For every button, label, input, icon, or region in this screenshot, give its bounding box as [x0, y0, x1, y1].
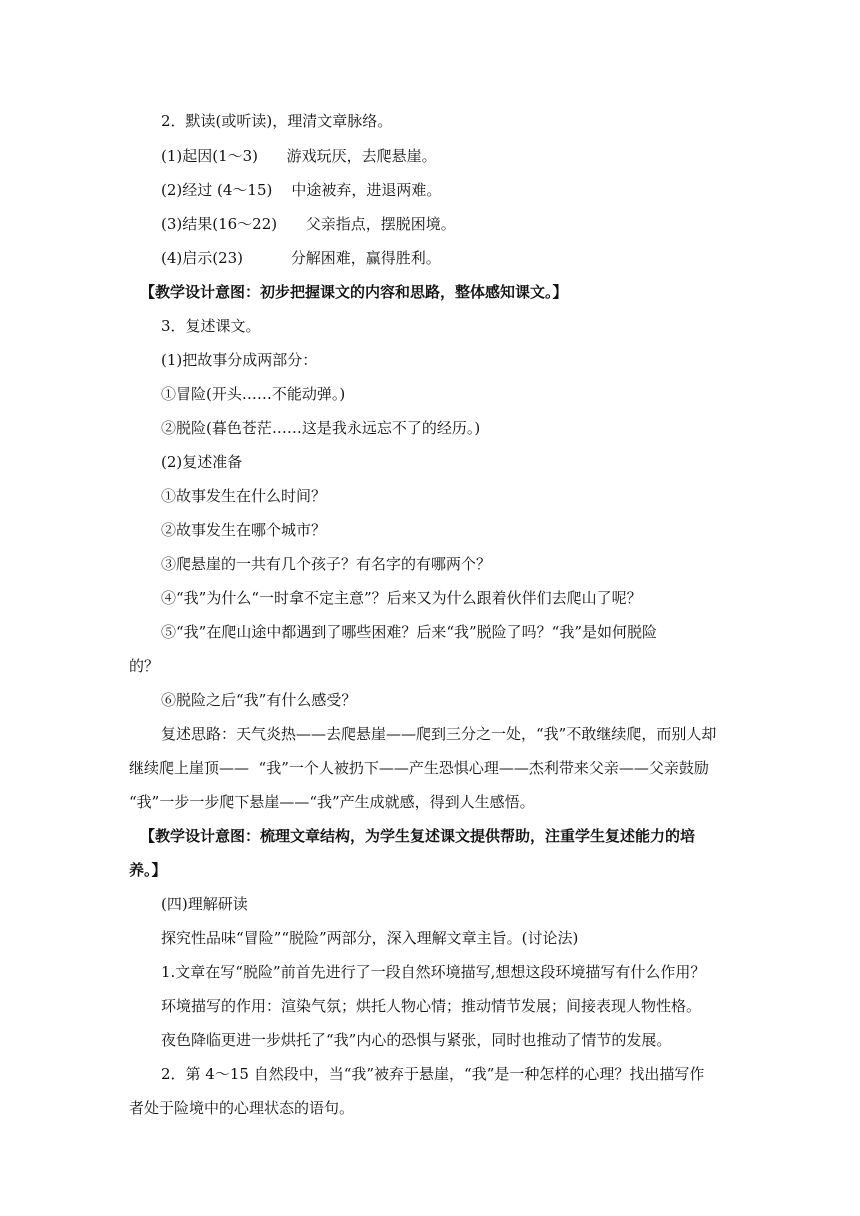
outline-item-result: (3)结果(16～22) 父亲指点，摆脱困境。 — [161, 215, 456, 233]
question-5: ⑤“我”在爬山途中都遇到了哪些困难？后来“我”脱险了吗？“我”是如何脱险 — [161, 623, 658, 641]
question-2: ②故事发生在哪个城市？ — [161, 521, 327, 539]
retell-outline-line-1: 复述思路：天气炎热——去爬悬崖——爬到三分之一处，“我”不敢继续爬，而别人却 — [161, 725, 717, 743]
study-question-1: 1.文章在写“脱险”前首先进行了一段自然环境描写,想想这段环境描写有什么作用？ — [161, 963, 706, 981]
design-intent-2-continued: 养。】 — [129, 861, 167, 879]
heading-3-retell: 3．复述课文。 — [161, 317, 261, 335]
retell-outline-line-3: “我”一步一步爬下悬崖——“我”产生成就感，得到人生感悟。 — [129, 793, 535, 811]
section-4-heading: (四)理解研读 — [161, 895, 248, 913]
question-6: ⑥脱险之后“我”有什么感受？ — [161, 691, 357, 709]
study-question-2: 2．第 4～15 自然段中，当“我”被弃于悬崖，“我”是一种怎样的心理？找出描写作 — [161, 1065, 705, 1083]
question-4: ④“我”为什么“一时拿不定主意”？后来又为什么跟着伙伴们去爬山了呢？ — [161, 589, 642, 607]
study-question-2-continued: 者处于险境中的心理状态的语句。 — [129, 1099, 355, 1117]
outline-item-process: (2)经过 (4～15) 中途被弃，进退两难。 — [161, 181, 442, 199]
section-4-intro: 探究性品味“冒险”“脱险”两部分，深入理解文章主旨。(讨论法) — [161, 929, 579, 947]
environment-description-role: 环境描写的作用：渲染气氛；烘托人物心情；推动情节发展；间接表现人物性格。 — [161, 997, 702, 1015]
design-intent-1: 【教学设计意图：初步把握课文的内容和思路，整体感知课文。】 — [140, 283, 568, 301]
outline-item-cause: (1)起因(1～3) 游戏玩厌，去爬悬崖。 — [161, 147, 437, 165]
retell-step-2: (2)复述准备 — [161, 453, 243, 471]
retell-outline-line-2: 继续爬上崖顶—— “我”一个人被扔下——产生恐惧心理——杰利带来父亲——父亲鼓励 — [129, 759, 709, 777]
part-adventure: ①冒险(开头……不能动弹。) — [161, 385, 346, 403]
part-escape: ②脱险(暮色苍茫……这是我永远忘不了的经历。) — [161, 419, 481, 437]
question-3: ③爬悬崖的一共有几个孩子？有名字的有哪两个？ — [161, 555, 492, 573]
heading-2-silent-reading: 2．默读(或听读)，理清文章脉络。 — [161, 112, 393, 130]
retell-step-1: (1)把故事分成两部分： — [161, 351, 318, 369]
question-1: ①故事发生在什么时间？ — [161, 487, 327, 505]
nightfall-effect: 夜色降临更进一步烘托了“我”内心的恐惧与紧张，同时也推动了情节的发展。 — [161, 1031, 672, 1049]
outline-item-inspiration: (4)启示(23) 分解困难，赢得胜利。 — [161, 249, 441, 267]
design-intent-2: 【教学设计意图：梳理文章结构，为学生复述课文提供帮助，注重学生复述能力的培 — [140, 827, 696, 845]
question-5-continued: 的？ — [129, 657, 160, 675]
